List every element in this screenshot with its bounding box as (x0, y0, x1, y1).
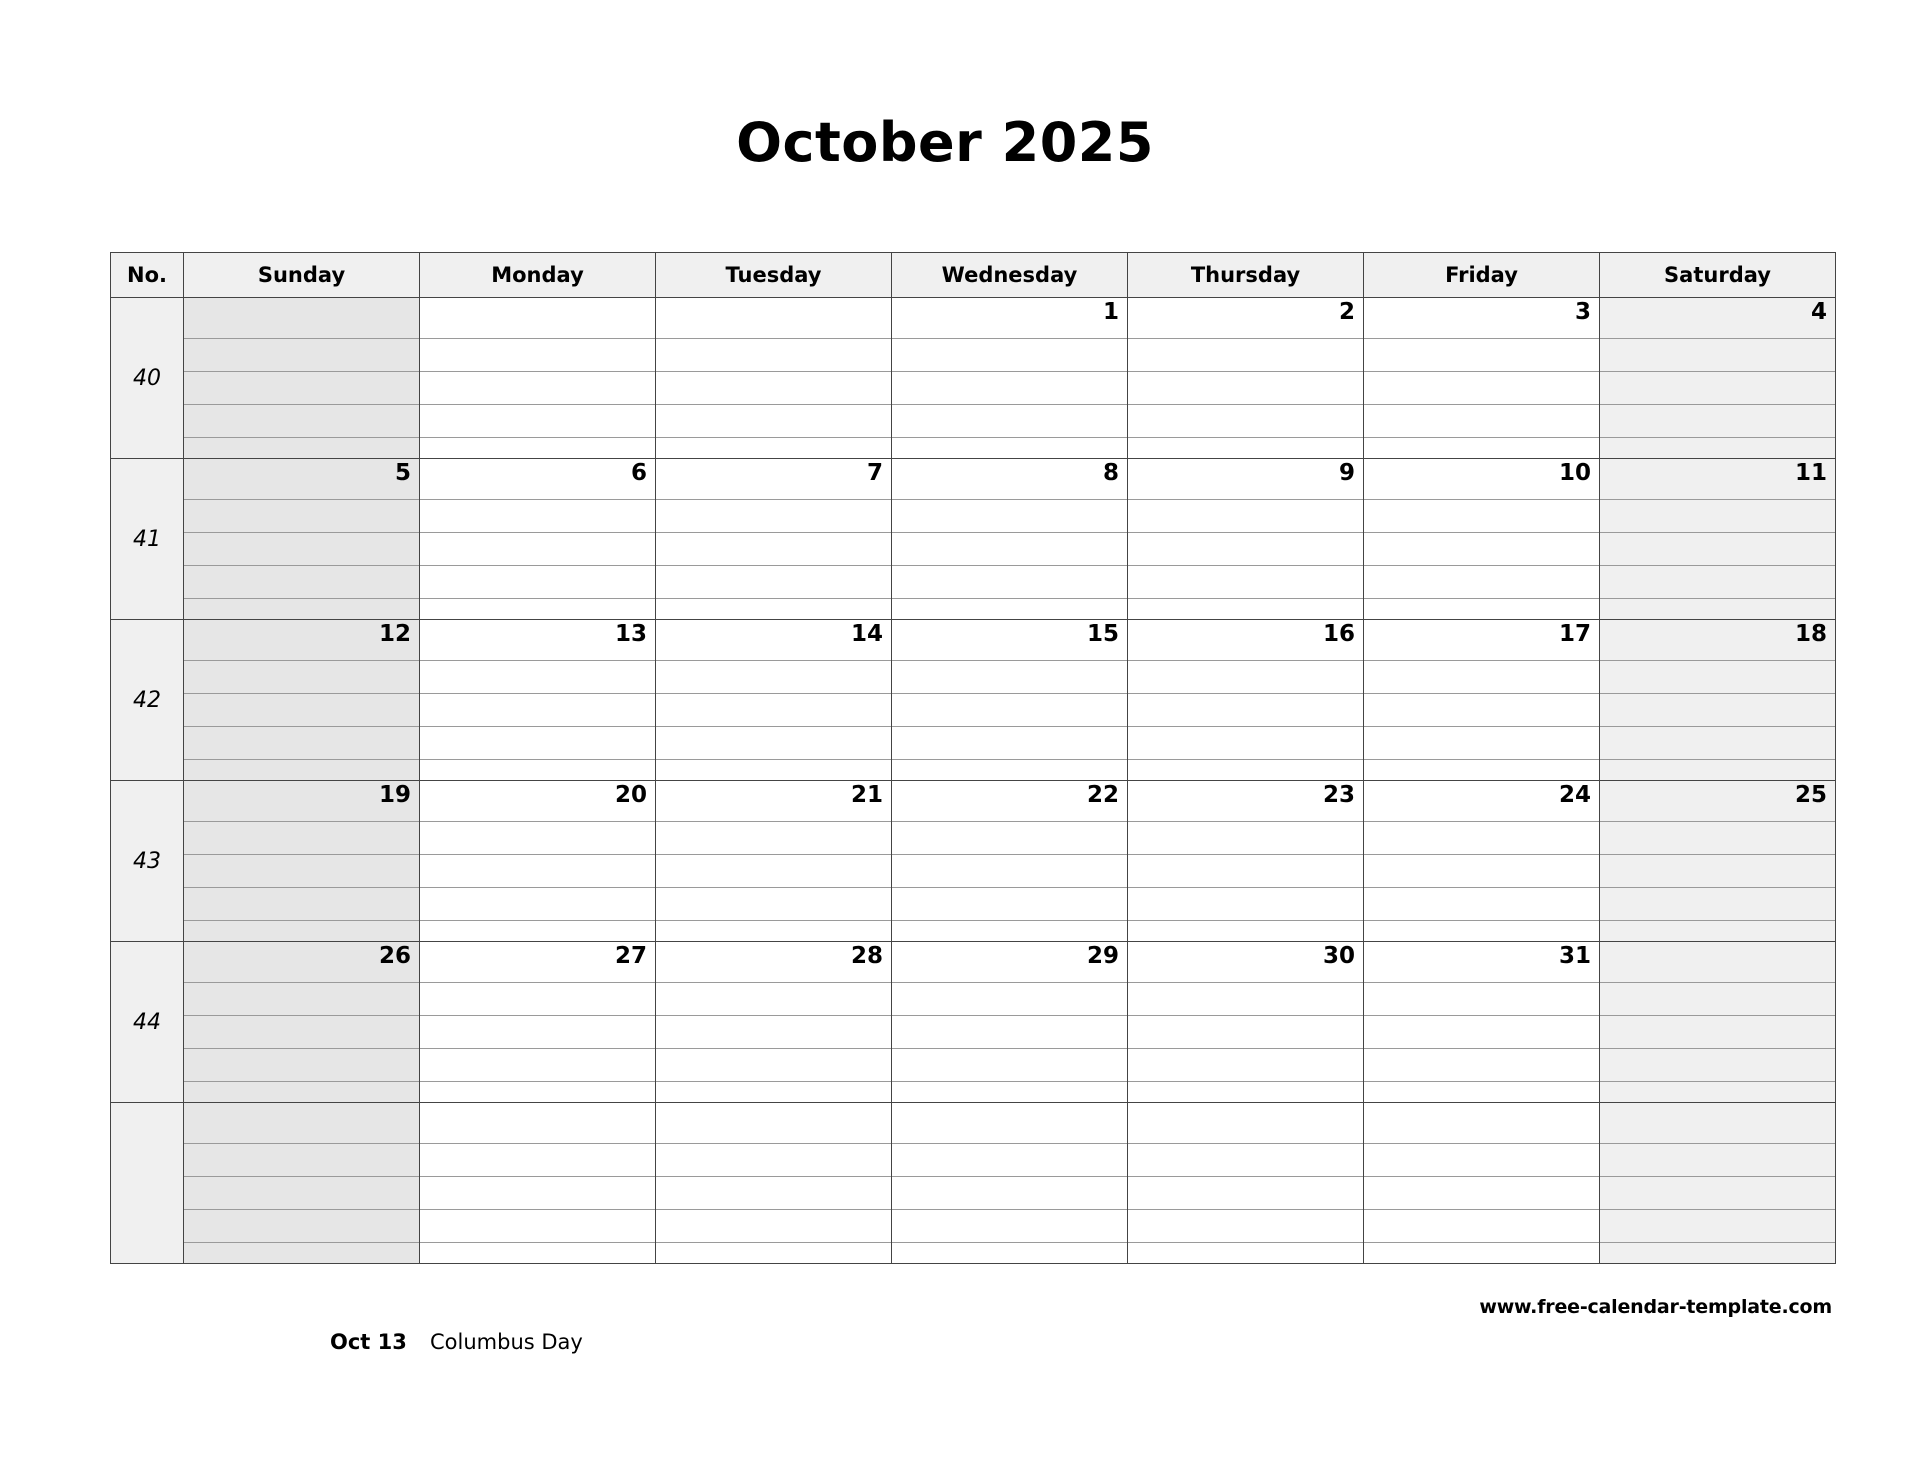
week-row (111, 781, 1836, 942)
header-day-thursday: Thursday (1128, 253, 1364, 298)
holiday-date: Oct 13 (330, 1330, 407, 1354)
day-cell[interactable] (1364, 459, 1600, 620)
writing-lines (1364, 459, 1599, 619)
day-cell[interactable] (656, 620, 892, 781)
day-cell[interactable] (420, 620, 656, 781)
week-row (111, 942, 1836, 1103)
day-cell[interactable] (1364, 942, 1600, 1103)
day-number: 19 (378, 782, 411, 808)
header-day-sunday: Sunday (184, 253, 420, 298)
day-cell[interactable] (1128, 1103, 1364, 1264)
day-cell[interactable] (1600, 781, 1836, 942)
writing-lines (184, 620, 419, 780)
week-row (111, 620, 1836, 781)
week-number (111, 1103, 184, 1264)
header-week-no: No. (111, 253, 184, 298)
day-number: 4 (1810, 299, 1827, 325)
day-cell[interactable] (184, 620, 420, 781)
day-number: 8 (1102, 460, 1119, 486)
writing-lines (656, 459, 891, 619)
day-cell[interactable] (1128, 620, 1364, 781)
day-cell[interactable] (892, 1103, 1128, 1264)
week-number: 41 (111, 459, 184, 620)
day-cell[interactable] (420, 1103, 656, 1264)
calendar-header (111, 253, 1836, 298)
day-cell[interactable] (184, 459, 420, 620)
week-row (111, 1103, 1836, 1264)
header-row (111, 253, 1836, 298)
day-number: 18 (1794, 621, 1827, 647)
day-cell[interactable] (892, 459, 1128, 620)
writing-lines (184, 298, 419, 458)
day-number: 2 (1338, 299, 1355, 325)
calendar-body (111, 298, 1836, 1264)
writing-lines (1364, 781, 1599, 941)
writing-lines (1128, 298, 1363, 458)
day-cell[interactable] (184, 298, 420, 459)
writing-lines (1600, 1103, 1835, 1263)
writing-lines (892, 620, 1127, 780)
day-cell[interactable] (420, 942, 656, 1103)
day-cell[interactable] (656, 1103, 892, 1264)
writing-lines (184, 459, 419, 619)
writing-lines (1128, 459, 1363, 619)
day-cell[interactable] (1600, 459, 1836, 620)
writing-lines (656, 942, 891, 1102)
writing-lines (420, 942, 655, 1102)
writing-lines (892, 459, 1127, 619)
writing-lines (1600, 298, 1835, 458)
writing-lines (420, 620, 655, 780)
day-cell[interactable] (1128, 298, 1364, 459)
day-number: 27 (614, 943, 647, 969)
writing-lines (420, 1103, 655, 1263)
day-number: 15 (1086, 621, 1119, 647)
day-cell[interactable] (184, 942, 420, 1103)
day-number: 31 (1558, 943, 1591, 969)
day-number: 20 (614, 782, 647, 808)
day-cell[interactable] (656, 781, 892, 942)
day-cell[interactable] (1600, 1103, 1836, 1264)
writing-lines (184, 942, 419, 1102)
day-number: 14 (850, 621, 883, 647)
writing-lines (420, 298, 655, 458)
writing-lines (656, 781, 891, 941)
day-cell[interactable] (1364, 298, 1600, 459)
week-number: 40 (111, 298, 184, 459)
day-cell[interactable] (420, 781, 656, 942)
day-number: 10 (1558, 460, 1591, 486)
day-number: 21 (850, 782, 883, 808)
calendar-table (110, 252, 1836, 1264)
writing-lines (656, 1103, 891, 1263)
writing-lines (184, 781, 419, 941)
day-number: 16 (1322, 621, 1355, 647)
day-cell[interactable] (1128, 942, 1364, 1103)
week-row (111, 459, 1836, 620)
day-cell[interactable] (892, 781, 1128, 942)
writing-lines (656, 620, 891, 780)
day-number: 5 (394, 460, 411, 486)
day-number: 1 (1102, 299, 1119, 325)
writing-lines (1364, 942, 1599, 1102)
writing-lines (1600, 781, 1835, 941)
writing-lines (1600, 942, 1835, 1102)
day-cell[interactable] (1364, 781, 1600, 942)
header-day-tuesday: Tuesday (656, 253, 892, 298)
week-number: 43 (111, 781, 184, 942)
day-number: 26 (378, 943, 411, 969)
holiday-list (330, 1330, 583, 1354)
day-number: 29 (1086, 943, 1119, 969)
day-cell[interactable] (184, 781, 420, 942)
writing-lines (1128, 1103, 1363, 1263)
day-number: 17 (1558, 621, 1591, 647)
day-number: 30 (1322, 943, 1355, 969)
holiday-name: Columbus Day (430, 1330, 583, 1354)
day-number: 11 (1794, 460, 1827, 486)
day-cell[interactable] (656, 298, 892, 459)
day-cell[interactable] (656, 459, 892, 620)
day-cell[interactable] (184, 1103, 420, 1264)
day-cell[interactable] (892, 298, 1128, 459)
day-cell[interactable] (1600, 298, 1836, 459)
day-cell[interactable] (1364, 1103, 1600, 1264)
writing-lines (420, 781, 655, 941)
week-number: 44 (111, 942, 184, 1103)
day-number: 24 (1558, 782, 1591, 808)
day-number: 7 (866, 460, 883, 486)
writing-lines (184, 1103, 419, 1263)
day-cell[interactable] (1128, 459, 1364, 620)
day-cell[interactable] (892, 942, 1128, 1103)
day-cell[interactable] (1600, 620, 1836, 781)
week-number: 42 (111, 620, 184, 781)
day-number: 23 (1322, 782, 1355, 808)
day-cell[interactable] (420, 298, 656, 459)
day-number: 3 (1574, 299, 1591, 325)
writing-lines (1600, 459, 1835, 619)
day-cell[interactable] (1364, 620, 1600, 781)
writing-lines (1364, 298, 1599, 458)
writing-lines (892, 781, 1127, 941)
writing-lines (1128, 620, 1363, 780)
day-number: 9 (1338, 460, 1355, 486)
writing-lines (656, 298, 891, 458)
writing-lines (892, 1103, 1127, 1263)
source-url: www.free-calendar-template.com (1479, 1296, 1832, 1318)
day-cell[interactable] (892, 620, 1128, 781)
day-cell[interactable] (420, 459, 656, 620)
writing-lines (1364, 620, 1599, 780)
writing-lines (892, 298, 1127, 458)
day-number: 22 (1086, 782, 1119, 808)
day-number: 28 (850, 943, 883, 969)
writing-lines (420, 459, 655, 619)
day-cell[interactable] (1128, 781, 1364, 942)
week-row (111, 298, 1836, 459)
header-day-monday: Monday (420, 253, 656, 298)
page-title: October 2025 (736, 111, 1154, 174)
header-day-saturday: Saturday (1600, 253, 1836, 298)
day-cell[interactable] (1600, 942, 1836, 1103)
day-number: 12 (378, 621, 411, 647)
writing-lines (1600, 620, 1835, 780)
header-day-friday: Friday (1364, 253, 1600, 298)
day-cell[interactable] (656, 942, 892, 1103)
writing-lines (1364, 1103, 1599, 1263)
day-number: 25 (1794, 782, 1827, 808)
header-day-wednesday: Wednesday (892, 253, 1128, 298)
day-number: 6 (630, 460, 647, 486)
calendar-grid (110, 252, 1832, 1264)
writing-lines (1128, 781, 1363, 941)
holiday-item (330, 1330, 583, 1354)
writing-lines (1128, 942, 1363, 1102)
writing-lines (892, 942, 1127, 1102)
day-number: 13 (614, 621, 647, 647)
